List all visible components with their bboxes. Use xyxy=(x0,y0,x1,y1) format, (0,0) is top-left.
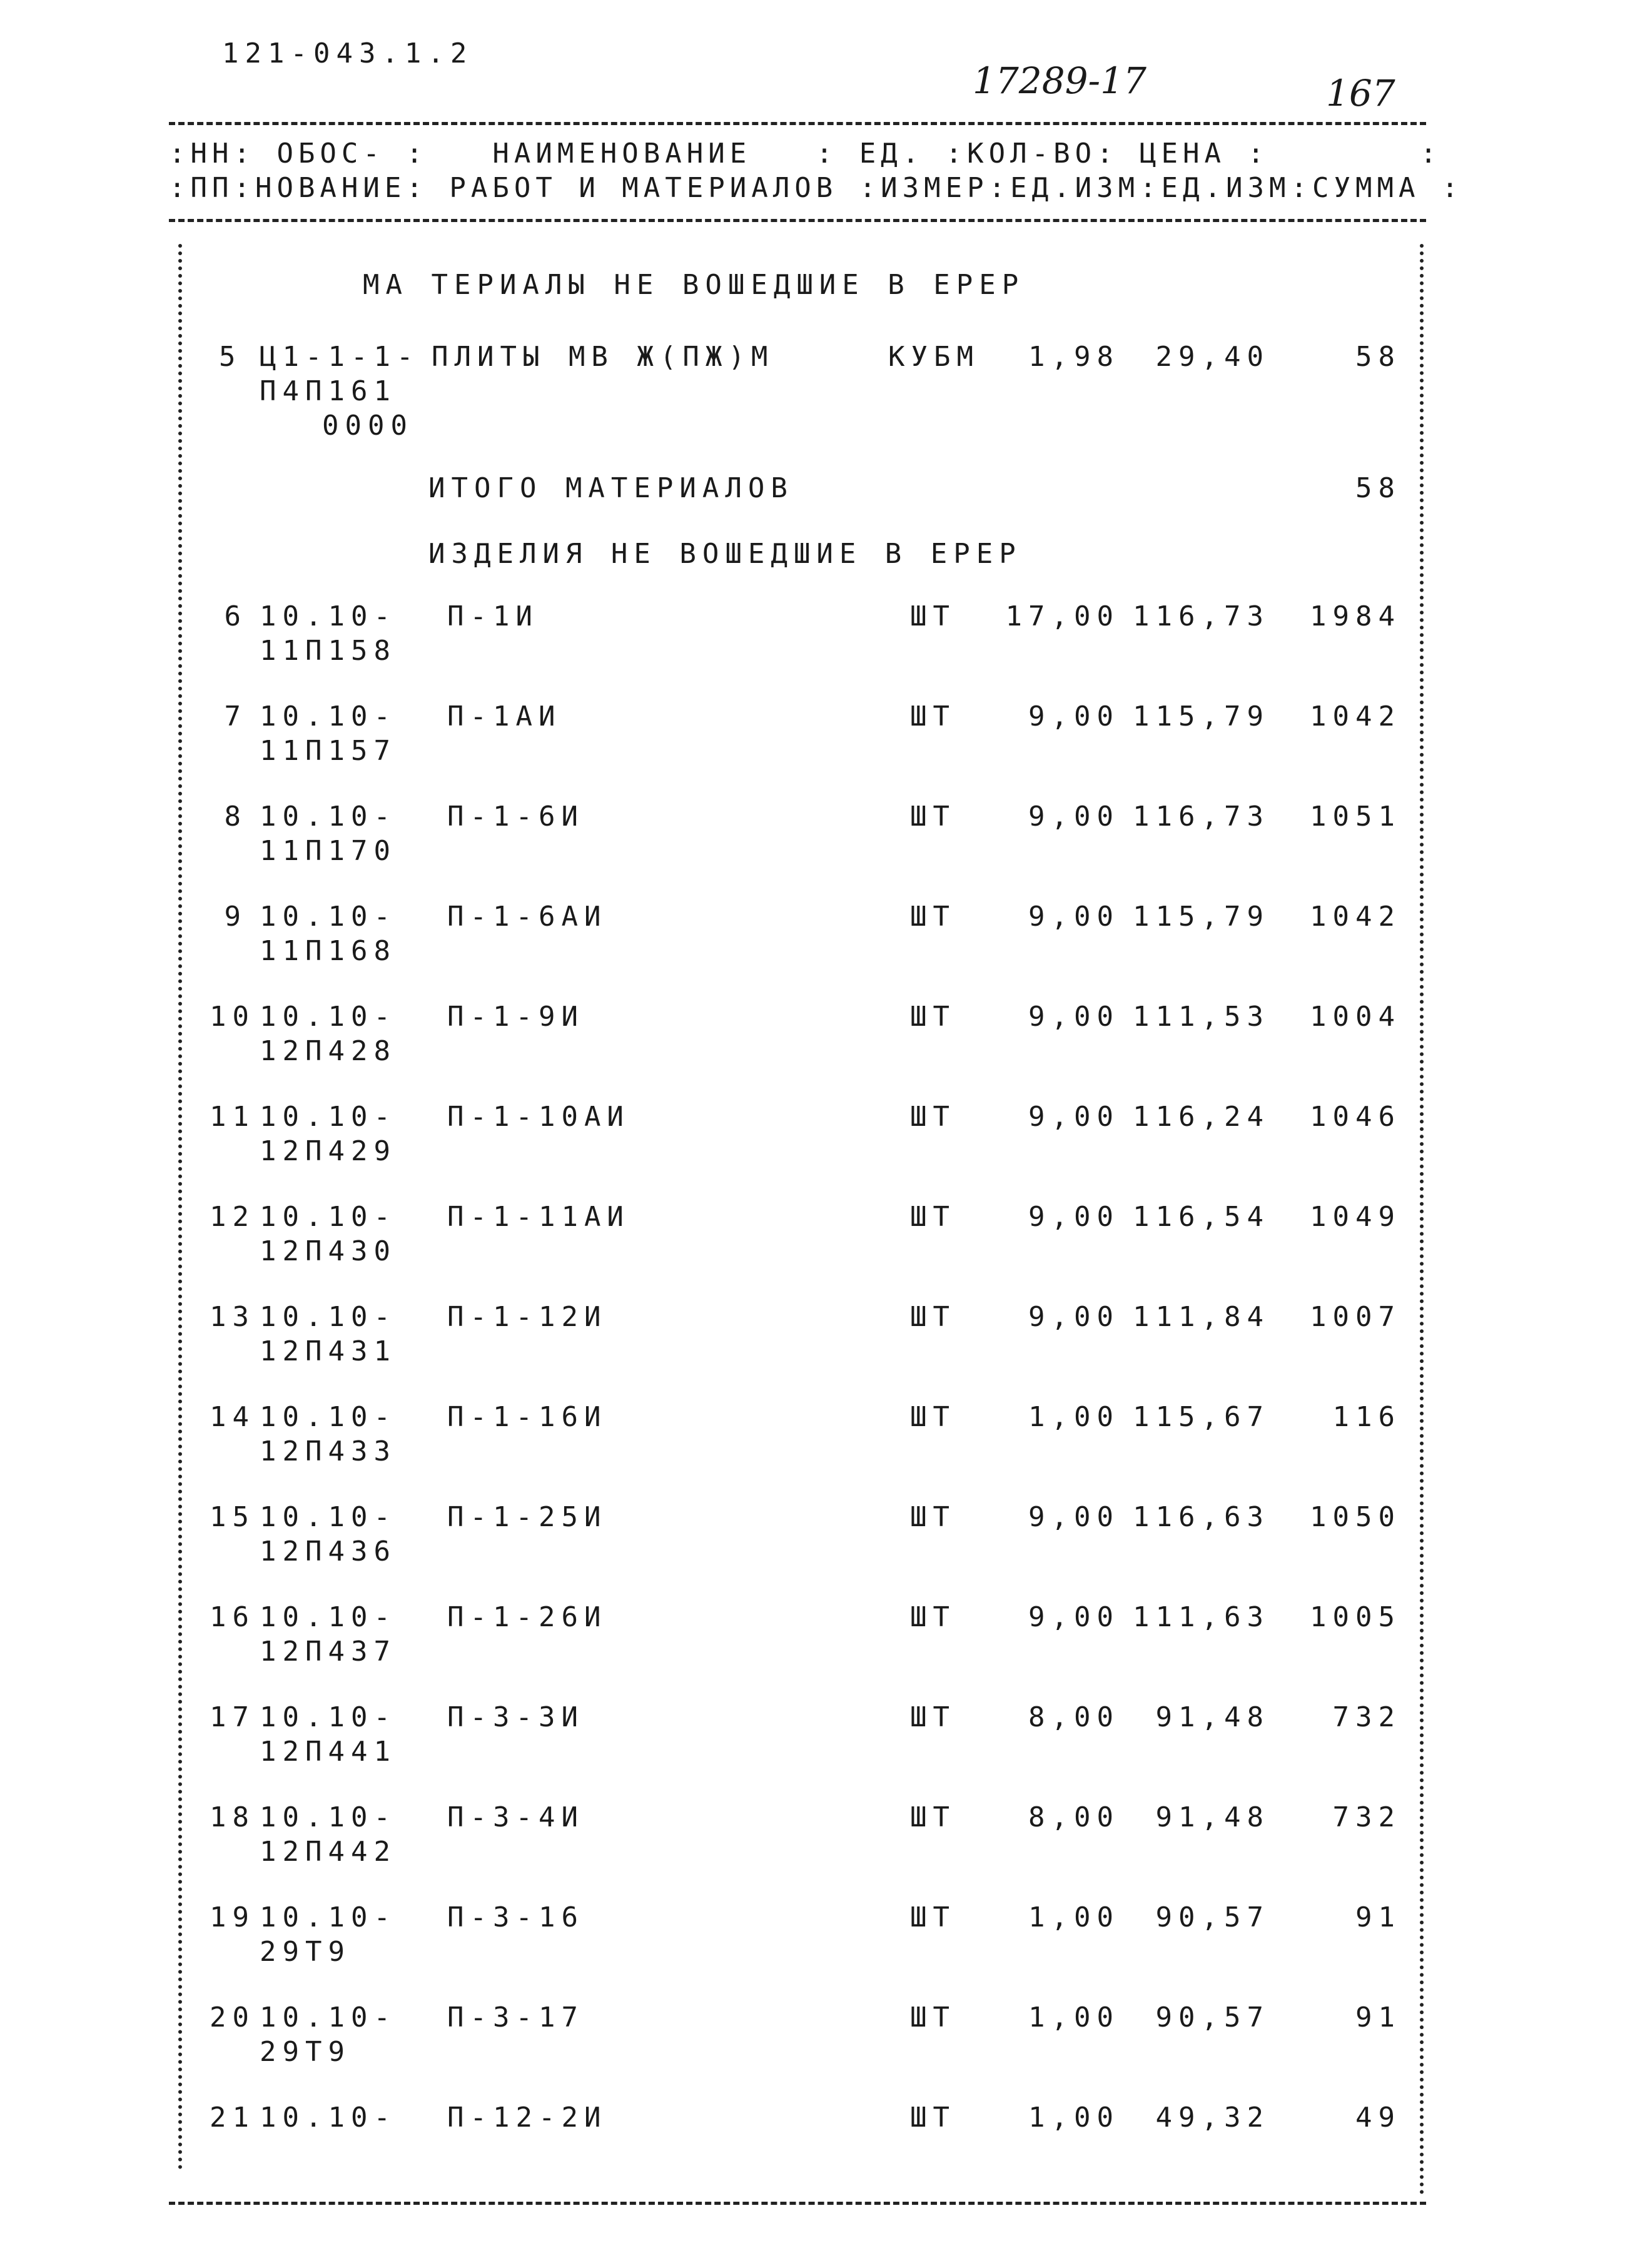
row-price: 91,48 xyxy=(1155,1801,1270,1833)
row-qty: 9,00 xyxy=(1028,901,1120,933)
row-price: 116,24 xyxy=(1133,1101,1270,1133)
row-number: 8 xyxy=(224,801,247,833)
row-qty: 9,00 xyxy=(1028,1001,1120,1033)
row-price: 115,79 xyxy=(1133,701,1270,732)
page-number: 167 xyxy=(1326,72,1395,114)
row-code-line-1: Ц1-1-1- xyxy=(260,341,420,373)
row-code-line-1: 10.10- xyxy=(260,1801,397,1833)
row-code-line-1: 10.10- xyxy=(260,2002,397,2033)
row-number: 13 xyxy=(210,1301,255,1333)
row-code-line-2: 11П157 xyxy=(260,735,397,767)
row-qty: 8,00 xyxy=(1028,1801,1120,1833)
row-sum: 1046 xyxy=(1310,1101,1401,1133)
header-bottom-border xyxy=(169,219,1426,222)
row-code-line-1: 10.10- xyxy=(260,1101,397,1133)
row-code-line-1: 10.10- xyxy=(260,1401,397,1433)
row-price: 49,32 xyxy=(1155,2102,1270,2134)
row-number: 18 xyxy=(210,1801,255,1833)
row-code-line-1: 10.10- xyxy=(260,600,397,632)
row-code-line-2: 12П433 xyxy=(260,1435,397,1467)
row-sum: 1051 xyxy=(1310,801,1401,833)
row-unit: ШТ xyxy=(910,1001,956,1033)
row-code-line-2: 12П441 xyxy=(260,1736,397,1768)
row-qty: 1,98 xyxy=(1028,341,1120,373)
row-code-line-1: 10.10- xyxy=(260,1501,397,1533)
row-code-line-2: 12П428 xyxy=(260,1035,397,1067)
row-sum: 1984 xyxy=(1310,600,1401,632)
row-qty: 1,00 xyxy=(1028,1401,1120,1433)
row-qty: 8,00 xyxy=(1028,1701,1120,1733)
row-price: 115,79 xyxy=(1133,901,1270,933)
row-unit: КУБМ xyxy=(888,341,980,373)
row-qty: 1,00 xyxy=(1028,1901,1120,1933)
row-name: П-3-3И xyxy=(447,1701,584,1733)
row-qty: 9,00 xyxy=(1028,1601,1120,1633)
row-code-line-2: 12П437 xyxy=(260,1636,397,1668)
row-sum: 732 xyxy=(1332,1801,1401,1833)
section-materials-title: МА ТЕРИАЛЫ НЕ ВОШЕДШИЕ В ЕРЕР xyxy=(363,269,1025,301)
row-sum: 1049 xyxy=(1310,1201,1401,1233)
row-number: 19 xyxy=(210,1901,255,1933)
row-code-line-1: 10.10- xyxy=(260,1001,397,1033)
row-code-line-1: 10.10- xyxy=(260,801,397,833)
row-code-line-1: 10.10- xyxy=(260,1701,397,1733)
row-number: 6 xyxy=(224,600,247,632)
row-code-line-2: 29Т9 xyxy=(260,2036,351,2068)
bottom-border xyxy=(169,2202,1426,2205)
row-code-line-2: 11П170 xyxy=(260,835,397,867)
row-qty: 9,00 xyxy=(1028,1201,1120,1233)
row-number: 17 xyxy=(210,1701,255,1733)
row-price: 29,40 xyxy=(1155,341,1270,373)
row-unit: ШТ xyxy=(910,1801,956,1833)
row-price: 90,57 xyxy=(1155,1901,1270,1933)
top-border xyxy=(169,122,1426,125)
section-products-title: ИЗДЕЛИЯ НЕ ВОШЕДШИЕ В ЕРЕР xyxy=(428,538,1022,570)
row-number: 11 xyxy=(210,1101,255,1133)
row-price: 111,84 xyxy=(1133,1301,1270,1333)
row-unit: ШТ xyxy=(910,1401,956,1433)
row-sum: 1005 xyxy=(1310,1601,1401,1633)
row-code-line-3: 0000 xyxy=(322,410,413,442)
row-sum: 49 xyxy=(1355,2102,1401,2134)
row-price: 90,57 xyxy=(1155,2002,1270,2033)
row-name: П-1-16И xyxy=(447,1401,607,1433)
row-code-line-2: 12П430 xyxy=(260,1235,397,1267)
right-border xyxy=(1420,244,1424,2195)
row-qty: 1,00 xyxy=(1028,2102,1120,2134)
row-unit: ШТ xyxy=(910,901,956,933)
row-number: 16 xyxy=(210,1601,255,1633)
row-price: 111,53 xyxy=(1133,1001,1270,1033)
row-qty: 9,00 xyxy=(1028,801,1120,833)
row-unit: ШТ xyxy=(910,1201,956,1233)
doc-code: 121-043.1.2 xyxy=(222,38,473,69)
row-sum: 91 xyxy=(1355,1901,1401,1933)
row-sum: 1050 xyxy=(1310,1501,1401,1533)
row-code-line-2: П4П161 xyxy=(260,375,397,407)
row-name: П-1-6АИ xyxy=(447,901,607,933)
row-code-line-1: 10.10- xyxy=(260,1201,397,1233)
row-qty: 9,00 xyxy=(1028,1301,1120,1333)
row-unit: ШТ xyxy=(910,2002,956,2033)
row-code-line-2: 12П436 xyxy=(260,1536,397,1567)
row-code-line-2: 12П429 xyxy=(260,1135,397,1167)
row-number: 15 xyxy=(210,1501,255,1533)
row-sum: 1007 xyxy=(1310,1301,1401,1333)
total-materials-sum: 58 xyxy=(1355,472,1401,504)
row-name: П-1-12И xyxy=(447,1301,607,1333)
row-price: 116,63 xyxy=(1133,1501,1270,1533)
row-name: П-12-2И xyxy=(447,2102,607,2134)
row-name: П-3-4И xyxy=(447,1801,584,1833)
row-code-line-1: 10.10- xyxy=(260,2102,397,2134)
row-code-line-1: 10.10- xyxy=(260,1601,397,1633)
row-unit: ШТ xyxy=(910,1901,956,1933)
row-code-line-1: 10.10- xyxy=(260,901,397,933)
row-name: П-1-9И xyxy=(447,1001,584,1033)
total-materials-label: ИТОГО МАТЕРИАЛОВ xyxy=(428,472,794,504)
row-sum: 1042 xyxy=(1310,701,1401,732)
row-number: 9 xyxy=(224,901,247,933)
row-number: 20 xyxy=(210,2002,255,2033)
row-sum: 1042 xyxy=(1310,901,1401,933)
row-qty: 17,00 xyxy=(1005,600,1120,632)
row-qty: 9,00 xyxy=(1028,701,1120,732)
row-code-line-2: 12П431 xyxy=(260,1335,397,1367)
row-sum: 732 xyxy=(1332,1701,1401,1733)
row-sum: 91 xyxy=(1355,2002,1401,2033)
row-unit: ШТ xyxy=(910,1701,956,1733)
row-code-line-1: 10.10- xyxy=(260,1301,397,1333)
row-price: 116,54 xyxy=(1133,1201,1270,1233)
row-name: ПЛИТЫ МВ Ж(ПЖ)М xyxy=(432,341,774,373)
row-sum: 116 xyxy=(1332,1401,1401,1433)
row-sum: 1004 xyxy=(1310,1001,1401,1033)
row-unit: ШТ xyxy=(910,701,956,732)
row-name: П-3-16 xyxy=(447,1901,584,1933)
row-code-line-2: 11П158 xyxy=(260,635,397,667)
row-name: П-3-17 xyxy=(447,2002,584,2033)
archive-number: 17289-17 xyxy=(973,59,1147,102)
row-name: П-1АИ xyxy=(447,701,562,732)
row-sum: 58 xyxy=(1355,341,1401,373)
left-border xyxy=(178,244,182,2170)
row-name: П-1-10АИ xyxy=(447,1101,630,1133)
row-unit: ШТ xyxy=(910,1301,956,1333)
row-qty: 9,00 xyxy=(1028,1101,1120,1133)
header-line-1: :НН: ОБОС- : НАИМЕНОВАНИЕ : ЕД. :КОЛ-ВО: ЦЕНА : : xyxy=(169,138,1442,170)
row-code-line-1: 10.10- xyxy=(260,1901,397,1933)
row-price: 91,48 xyxy=(1155,1701,1270,1733)
header-line-2: :ПП:НОВАНИЕ: РАБОТ И МАТЕРИАЛОВ :ИЗМЕР:ЕД.ИЗМ:ЕД.ИЗМ:СУММА : xyxy=(169,172,1464,204)
row-unit: ШТ xyxy=(910,801,956,833)
row-name: П-1-6И xyxy=(447,801,584,833)
row-name: П-1-11АИ xyxy=(447,1201,630,1233)
row-number: 7 xyxy=(224,701,247,732)
row-price: 116,73 xyxy=(1133,600,1270,632)
row-number: 14 xyxy=(210,1401,255,1433)
row-unit: ШТ xyxy=(910,1601,956,1633)
row-unit: ШТ xyxy=(910,1501,956,1533)
row-unit: ШТ xyxy=(910,2102,956,2134)
row-unit: ШТ xyxy=(910,600,956,632)
row-name: П-1-25И xyxy=(447,1501,607,1533)
row-price: 111,63 xyxy=(1133,1601,1270,1633)
row-code-line-2: 29Т9 xyxy=(260,1936,351,1968)
row-name: П-1-26И xyxy=(447,1601,607,1633)
row-number: 10 xyxy=(210,1001,255,1033)
row-qty: 1,00 xyxy=(1028,2002,1120,2033)
row-code-line-2: 12П442 xyxy=(260,1836,397,1868)
row-price: 116,73 xyxy=(1133,801,1270,833)
row-code-line-2: 11П168 xyxy=(260,935,397,967)
row-number: 5 xyxy=(219,341,242,373)
row-number: 21 xyxy=(210,2102,255,2134)
row-price: 115,67 xyxy=(1133,1401,1270,1433)
row-unit: ШТ xyxy=(910,1101,956,1133)
row-name: П-1И xyxy=(447,600,539,632)
row-code-line-1: 10.10- xyxy=(260,701,397,732)
row-qty: 9,00 xyxy=(1028,1501,1120,1533)
row-number: 12 xyxy=(210,1201,255,1233)
